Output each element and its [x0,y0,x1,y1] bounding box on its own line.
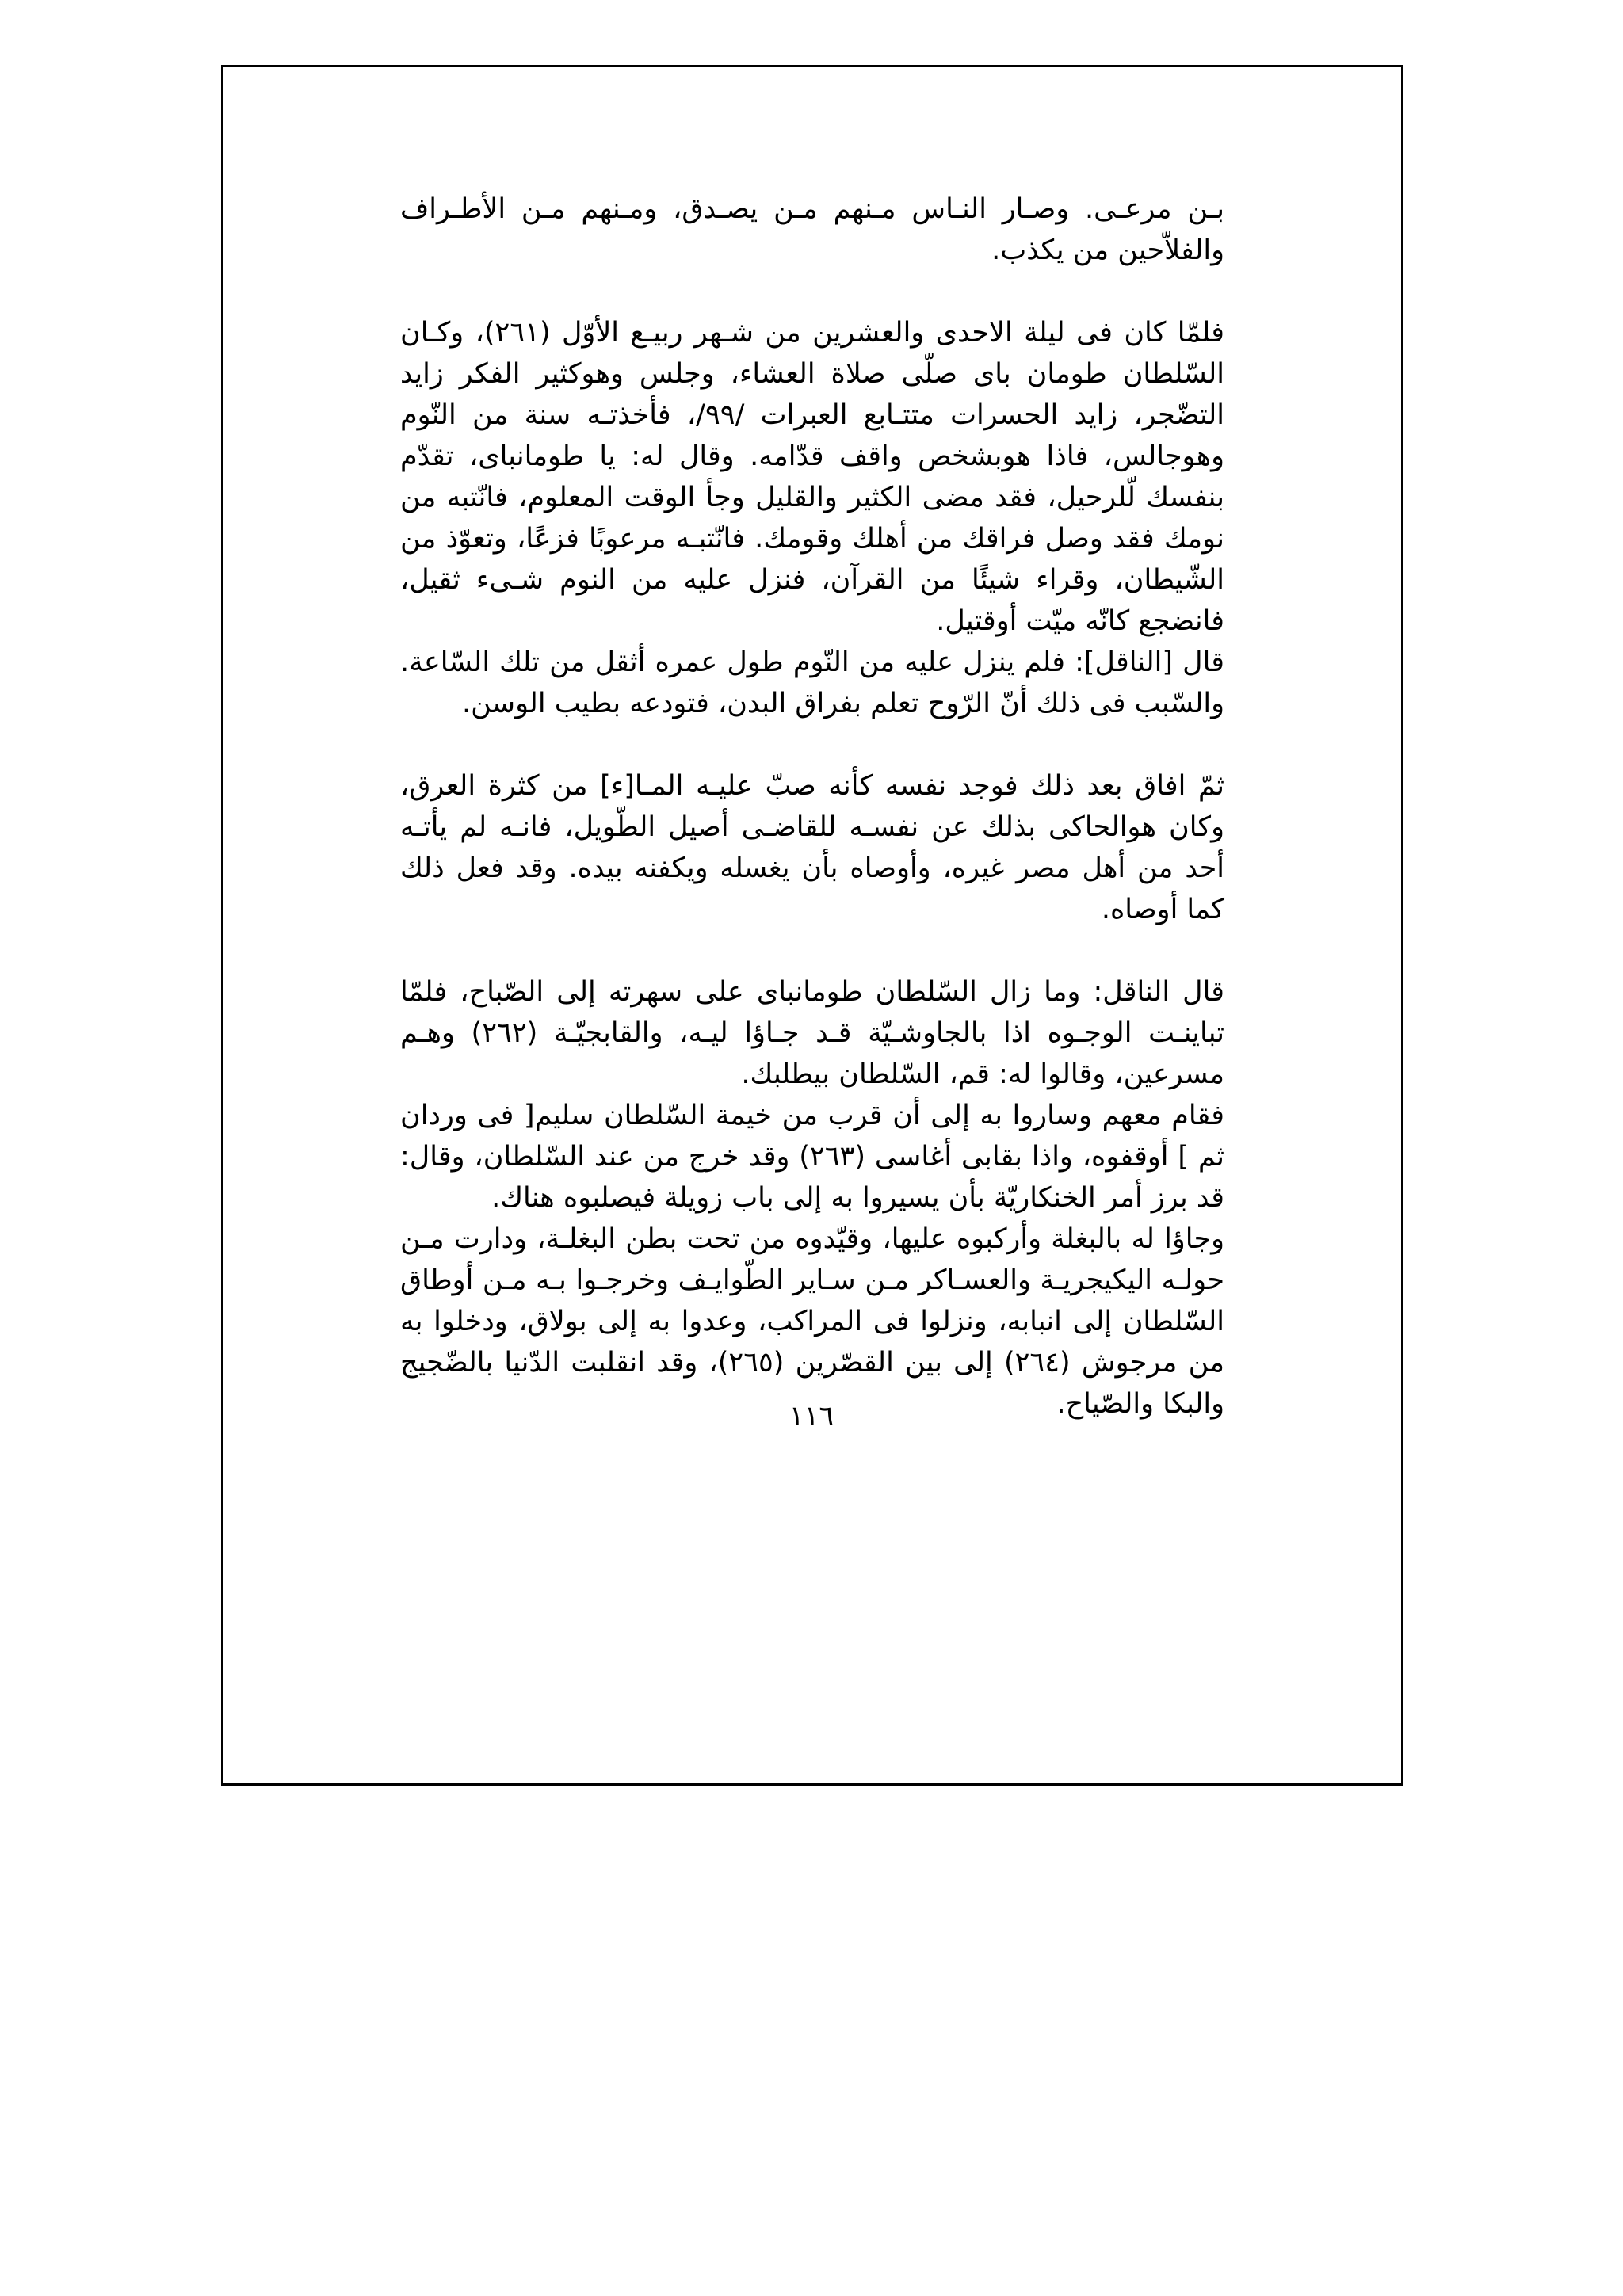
paragraph-5: قال الناقل: وما زال السّلطان طومانباى على سهرته إلى الصّباح، فلمّا تباينـت الوجـوه اذا بالجاوشـيّة قـد جـاؤا ليـه، والقابجيّـة (٢٦٢) وهـم مسرعين، وقالوا له: قم، السّلطان بيطلبك. [400,976,1224,1090]
paragraph-1: بـن مرعـى. وصـار النـاس مـنهم مـن يصـدق، ومـنهم مـن الأطـراف والفلاّحين من يكذب. [400,193,1224,266]
paragraph-2: فلمّا كان فى ليلة الاحدى والعشرين من شـهر ربيـع الأوّل (٢٦١)، وكـان السّلطان طومان باى صلّى صلاة العشاء، وجلس وهوكثير الفكر زايد التضّجر، زايد الحسرات متتـابع العبرات /٩٩/، فأخذتـه سنة من النّوم وهوجالس، فاذا هوبشخص واقف قدّامه. وقال له: يا طومانباى، تقدّم بنفسك لّلرحيل، فقد مضى الكثير والقليل وجأ الوقت المعلوم، فانّتبه من نومك فقد وصل فراقك من أهلك وقومك. فانّتبـه مرعوبًا فزعًا، وتعوّذ من الشّيطان، وقراء شيئًا من القرآن، فنزل عليه من النوم شـىء ثقيل، فانضجع كانّه ميّت أوقتيل. [400,317,1225,637]
paragraph-6: فقام معهم وساروا به إلى أن قرب من خيمة السّلطان سليم[ فى وردان ثم ] أوقفوه، واذا بقابى أغاسى (٢٦٣) وقد خرج من عند السّلطان، وقال: قد برز أمر الخنكاريّة بأن يسيروا به إلى باب زويلة فيصلبوه هناك. [400,1100,1224,1214]
paragraph-3: قال [الناقل]: فلم ينزل عليه من النّوم طول عمره أثقل من تلك السّاعة. والسّبب فى ذلك أنّ الرّوح تعلم بفراق البدن، فتودعه بطيب الوسن. [400,646,1224,719]
paragraph-7: وجاؤا له بالبغلة وأركبوه عليها، وقيّدوه من تحت بطن البغلـة، ودارت مـن حولـه اليكيجريـة والعسـاكر مـن سـاير الطّوايـف وخرجـوا بـه مـن أوطاق السّلطان إلى انبابه، ونزلوا فى المراكب، وعدوا به إلى بولاق، ودخلوا به من مرجوش (٢٦٤) إلى بين القصّرين (٢٦٥)، وقد انقلبت الدّنيا بالضّجيج والبكا والصّياح. [400,1223,1224,1420]
paragraph-4: ثمّ افاق بعد ذلك فوجد نفسه كأنه صبّ عليـه المـا[ء] من كثرة العرق، وكان هوالحاكى بذلك عن نفسـه للقاضـى أصيل الطّويل، فانـه لم يأتـه أحد من أهل مصر غيره، وأوصاه بأن يغسله ويكفنه بيده. وقد فعل ذلك كما أوصاه. [400,770,1224,925]
page-number: ١١٦ [789,1401,834,1432]
paragraph-gap [400,271,1224,312]
paragraph-gap [400,724,1224,765]
paragraph-gap [400,930,1224,971]
body-text [400,189,1224,1425]
